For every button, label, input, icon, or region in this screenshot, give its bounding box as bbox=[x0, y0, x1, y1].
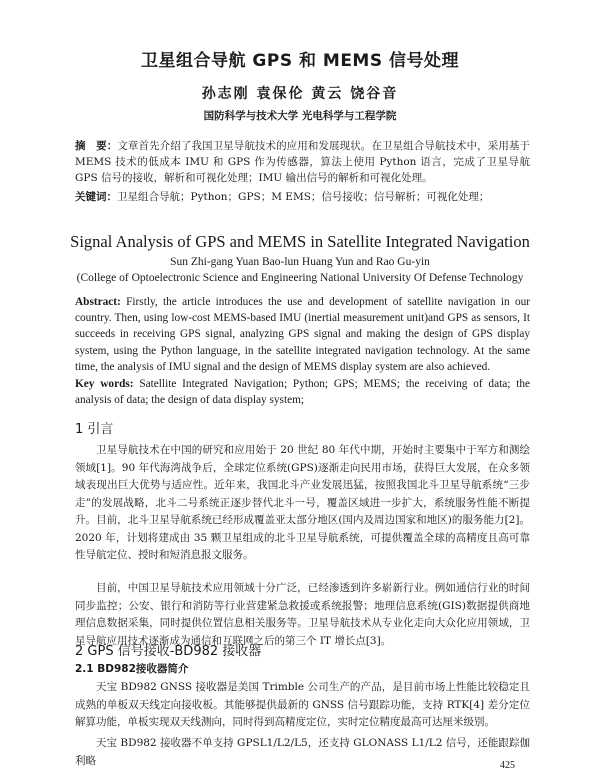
affiliation-cn: 国防科学与技术大学 光电科学与工程学院 bbox=[203, 110, 397, 122]
section-1-heading: 1 引言 bbox=[75, 422, 114, 437]
abstract-cn-label: 摘 要： bbox=[75, 140, 118, 152]
keywords-cn-label: 关键词： bbox=[75, 191, 117, 203]
abstract-cn bbox=[75, 138, 530, 186]
paper-title-cn: 卫星组合导航 GPS 和 MEMS 信号处理 bbox=[140, 51, 460, 71]
page-number: 425 bbox=[500, 760, 515, 771]
section-2-heading: 2 GPS 信号接收-BD982 接收器 bbox=[75, 644, 262, 659]
abstract-en-label: Abstract: bbox=[75, 296, 121, 308]
abstract-en-text: Firstly, the article introduces the use and development of satellite navigation in our country. Then, using low-cost MEMS-based IMU (inertial measurement unit)and GPS as sensors, It succeeds in receiving GPS signal, analyzing GPS signal and making the design of GPS display system, using the Python language, in the satellite integrated navigation technology. At the same time, the analysis of IMU signal and the design of MEMS display system are also achieved. bbox=[75, 296, 530, 373]
section-1-paragraph-1: 卫星导航技术在中国的研究和应用始于 20 世纪 80 年代中期，开始时主要集中于军方和测绘领域[1]。90 年代海湾战争后，全球定位系统(GPS)逐渐走向民用市场，获得巨大发展，在众多领域表现出巨大优势与适应性。近年来，我国北斗产业发展迅猛，按照我国北斗卫星导航系统“三步走”的发展战略，北斗二号系统正逐步替代北斗一号，覆盖区域进一步扩大，系统服务性能不断提升。目前，北斗卫星导航系统已经形成覆盖亚太部分地区(国内及周边国家和地区)的服务能力[2]。2020 年，计划将建成由 35 颗卫星组成的北斗卫星导航系统，可提供覆盖全球的高精度且高可靠性导航定位、授时和短消息报文服务。 bbox=[75, 444, 530, 561]
section-2-paragraph-1: 天宝 BD982 GNSS 接收器是美国 Trimble 公司生产的产品，是目前市场上性能比较稳定且成熟的单板双天线定向接收板。其能够提供最新的 GNSS 信号跟踪功能，支持 RTK[4] 差分定位解算功能，单板实现双天线测向，同时得到高精度定位，实时定位精度最高可达厘米级别。 bbox=[75, 681, 530, 728]
authors-en: Sun Zhi-gang Yuan Bao-lun Huang Yun and Rao Gu-yin bbox=[170, 256, 430, 268]
authors-cn: 孙志刚 袁保伦 黄云 饶谷音 bbox=[201, 86, 399, 102]
section-2-paragraph-2: 天宝 BD982 接收器不单支持 GPSL1/L2/L5，还支持 GLONASS L1/L2 信号，还能跟踪伽利略 bbox=[75, 737, 530, 767]
keywords-en-text: Satellite Integrated Navigation; Python; GPS; MEMS; the receiving of data; the analysis of data; the design of data display system; bbox=[75, 378, 530, 407]
keywords-cn-text: 卫星组合导航；Python；GPS；M EMS；信号接收；信号解析；可视化处理； bbox=[117, 191, 490, 203]
abstract-cn-text: 文章首先介绍了我国卫星导航技术的应用和发展现状。在卫星组合导航技术中，采用基于 MEMS 技术的低成本 IMU 和 GPS 作为传感器，算法上使用 Python 语言，完成了卫星导航 GPS 信号的接收，解析和可视化处理；IMU 输出信号的解析和可视化处理。 bbox=[75, 140, 531, 184]
section-1-paragraph-2: 目前，中国卫星导航技术应用领域十分广泛，已经渗透到许多崭新行业。例如通信行业的时间同步监控；公安、银行和消防等行业营建紧急救援或系统报警；地理信息系统(GIS)数据提供商地理信息数据采集，同时提供位置信息相关服务等。卫星导航技术从专业化走向大众化应用领域，卫星导航应用技术逐渐成为通信和互联网之后的第三个 IT 增长点[3]。 bbox=[75, 582, 530, 647]
keywords-en bbox=[75, 376, 530, 408]
abstract-en bbox=[75, 294, 530, 375]
subsection-2-1-heading: 2.1 BD982接收器简介 bbox=[75, 663, 189, 675]
paper-title-en: Signal Analysis of GPS and MEMS in Satellite Integrated Navigation bbox=[70, 232, 530, 251]
affiliation-en: (College of Optoelectronic Science and Engineering National University Of Defense Technology bbox=[76, 272, 524, 284]
keywords-en-label: Key words: bbox=[75, 378, 134, 390]
keywords-cn bbox=[75, 189, 530, 205]
